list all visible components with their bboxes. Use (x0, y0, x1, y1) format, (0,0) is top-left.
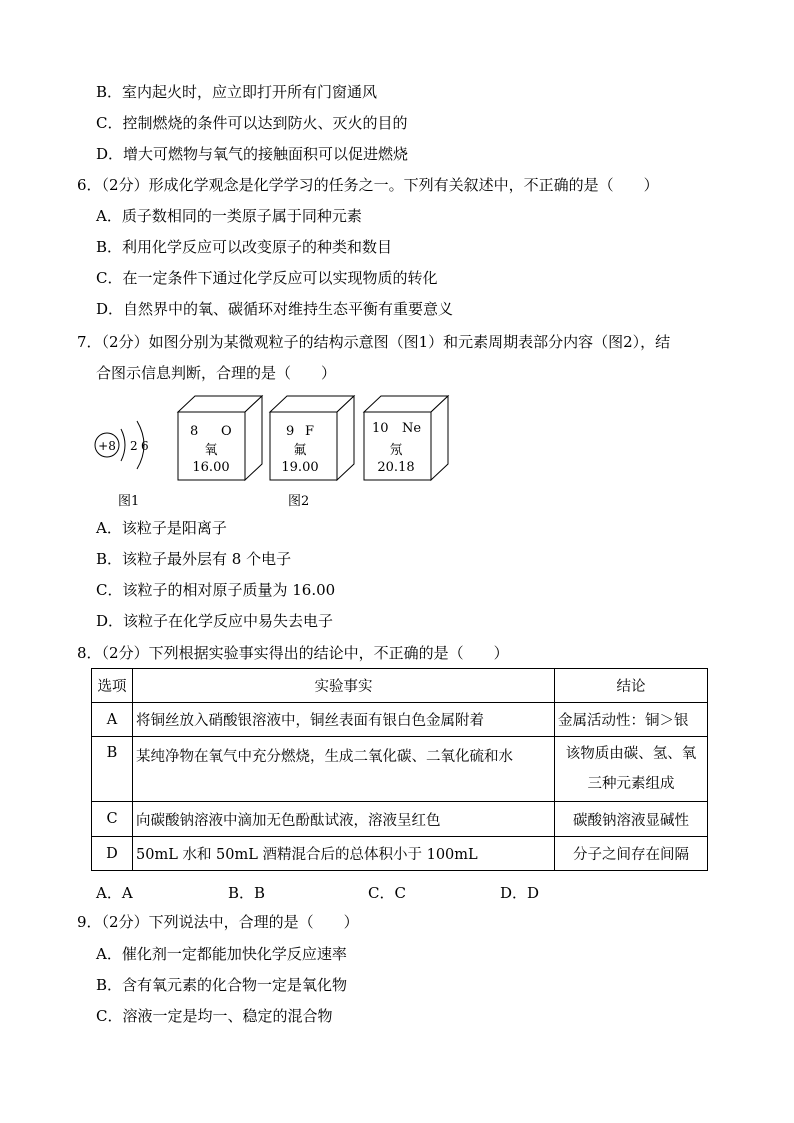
q6-option-d: D．自然界中的氧、碳循环对维持生态平衡有重要意义 (96, 300, 454, 318)
q6-option-c: C．在一定条件下通过化学反应可以实现物质的转化 (96, 269, 438, 287)
svg-text:9: 9 (286, 424, 295, 439)
svg-text:氟: 氟 (293, 443, 307, 458)
table-row: A 将铜丝放入硝酸银溶液中，铜丝表面有银白色金属附着 金属活动性：铜＞银 (92, 703, 708, 737)
atom-structure-diagram (95, 421, 149, 469)
q8-answer-d: D．D (500, 884, 540, 902)
conclusion-b-line1: 该物质由碳、氢、氧 (565, 746, 697, 762)
q7-option-c: C．该粒子的相对原子质量为 16.00 (96, 581, 336, 599)
q9-stem: 9．（2分）下列说法中，合理的是（ ） (77, 913, 359, 931)
svg-text:Ne: Ne (402, 421, 422, 436)
fig2-label: 图2 (288, 494, 310, 509)
element-cell-oxygen (178, 396, 262, 480)
svg-text:19.00: 19.00 (281, 460, 319, 475)
svg-text:10: 10 (372, 421, 389, 436)
q7-stem-line1: 7．（2分）如图分别为某微观粒子的结构示意图（图1）和元素周期表部分内容（图2），结 (77, 333, 671, 351)
header-option: 选项 (92, 669, 133, 703)
svg-text:氧: 氧 (204, 443, 218, 458)
q9-option-c: C．溶液一定是均一、稳定的混合物 (96, 1007, 333, 1025)
header-conclusion: 结论 (555, 669, 708, 703)
svg-text:20.18: 20.18 (377, 460, 415, 475)
q8-answer-a: A．A (96, 884, 133, 902)
q5-option-c: C．控制燃烧的条件可以达到防火、灭火的目的 (96, 114, 408, 132)
q7-stem-line2: 合图示信息判断，合理的是（ ） (96, 364, 337, 382)
q8-answer-c: C．C (368, 884, 406, 902)
element-cell-neon (364, 396, 448, 480)
svg-text:氖: 氖 (389, 443, 403, 458)
svg-text:8: 8 (190, 424, 199, 439)
svg-text:O: O (221, 424, 232, 439)
header-fact: 实验事实 (133, 669, 555, 703)
shell2-electrons: 6 (141, 439, 149, 453)
table-row: D 50mL 水和 50mL 酒精混合后的总体积小于 100mL 分子之间存在间隔 (92, 837, 708, 871)
fig1-label: 图1 (118, 494, 140, 509)
q6-option-b: B．利用化学反应可以改变原子的种类和数目 (96, 238, 393, 256)
q7-option-a: A．该粒子是阳离子 (96, 519, 227, 537)
shell1-electrons: 2 (130, 439, 138, 453)
table-row: B 某纯净物在氧气中充分燃烧，生成二氧化碳、二氧化硫和水 该物质由碳、氢、氧 三种元素组成 (92, 737, 708, 802)
q8-answer-b: B．B (228, 884, 266, 902)
q7-option-b: B．该粒子最外层有 8 个电子 (96, 550, 292, 568)
q5-option-d: D．增大可燃物与氧气的接触面积可以促进燃烧 (96, 145, 409, 163)
conclusion-b-line2: 三种元素组成 (587, 776, 675, 792)
q5-option-b: B．室内起火时，应立即打开所有门窗通风 (96, 83, 378, 101)
q7-figure-drawing (90, 394, 470, 514)
q9-option-a: A．催化剂一定都能加快化学反应速率 (96, 945, 347, 963)
q7-figure (90, 394, 470, 514)
q8-answers (96, 882, 616, 902)
experiment-table (91, 668, 708, 871)
element-cell-fluorine (270, 396, 354, 480)
q6-stem: 6．（2分）形成化学观念是化学学习的任务之一。下列有关叙述中，不正确的是（ ） (77, 176, 659, 194)
svg-text:F: F (305, 424, 315, 439)
table-header-row (92, 669, 708, 703)
q9-option-b: B．含有氧元素的化合物一定是氧化物 (96, 976, 348, 994)
q6-option-a: A．质子数相同的一类原子属于同种元素 (96, 207, 362, 225)
q8-stem: 8．（2分）下列根据实验事实得出的结论中，不正确的是（ ） (77, 644, 509, 662)
svg-text:16.00: 16.00 (192, 460, 230, 475)
nucleus-charge: +8 (98, 439, 116, 453)
q7-option-d: D．该粒子在化学反应中易失去电子 (96, 612, 334, 630)
table-row: C 向碳酸钠溶液中滴加无色酚酞试液，溶液呈红色 碳酸钠溶液显碱性 (92, 802, 708, 837)
